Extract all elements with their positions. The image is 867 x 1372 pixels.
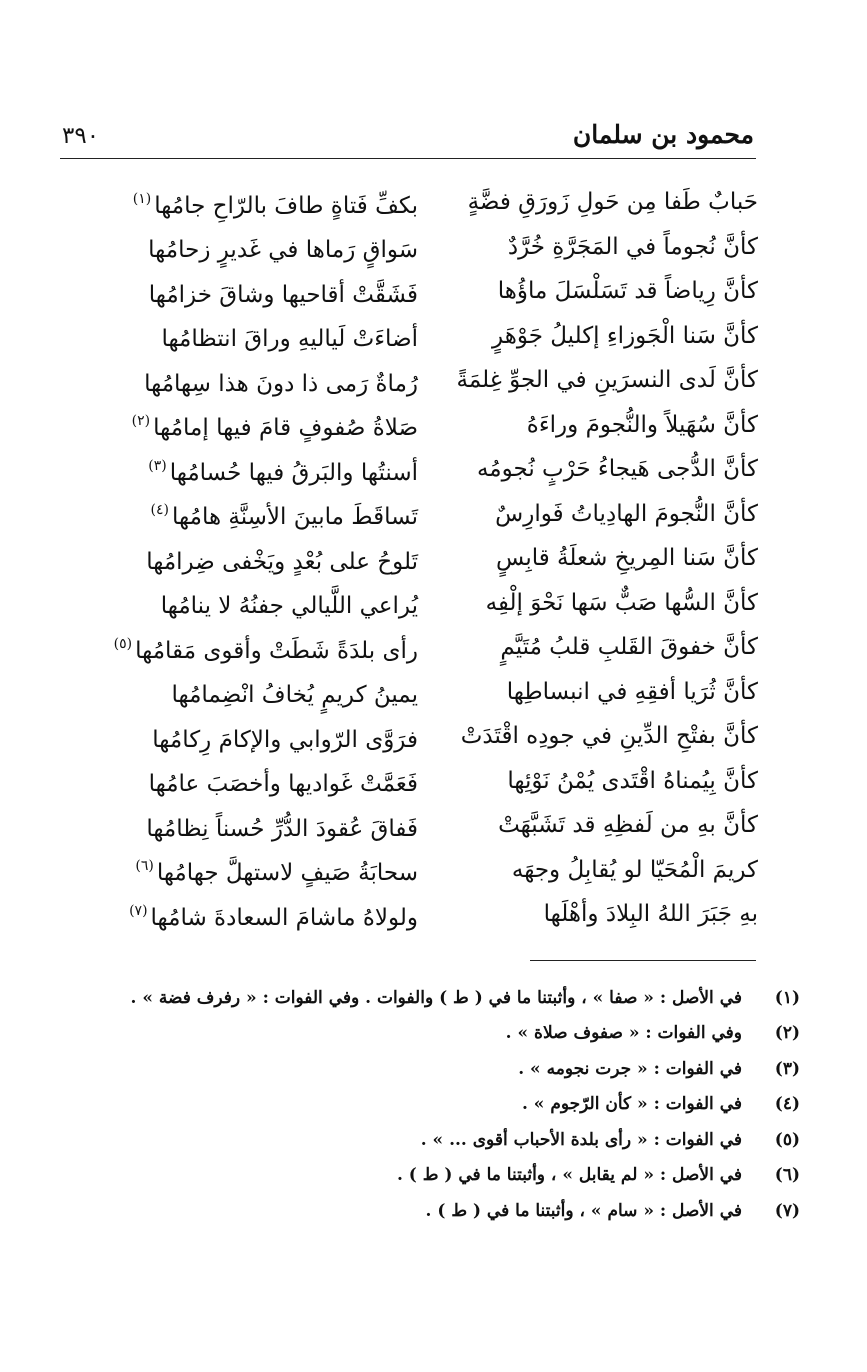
footnote-text: وفي الفوات : « صفوف صلاة » .	[505, 1023, 742, 1044]
footnote-text: في الفوات : « رأى بلدة الأحباب أقوى ... » .	[420, 1129, 742, 1150]
verse-4	[92, 314, 758, 359]
footnote-marker: (١)	[132, 190, 152, 207]
poem	[92, 180, 758, 937]
hemistich-text: أسنتُها والبَرقُ فيها حُسامُها	[169, 459, 418, 486]
verse-2	[92, 225, 758, 270]
first-hemistich: بهِ جَبَرَ اللهُ البِلادَ وأهْلَها	[543, 901, 758, 928]
verse-10	[92, 581, 758, 626]
running-title: محمود بن سلمان	[572, 120, 754, 149]
second-hemistich	[92, 317, 418, 354]
first-hemistich: كأنَّ الدُّجى هَيجاءُ حَرْبٍ نُجومُه	[476, 456, 758, 483]
second-hemistich	[92, 228, 418, 265]
first-hemistich: كأنَّ خفوقَ القَلبِ قلبُ مُتَيَّمٍ	[500, 634, 758, 661]
footnote-text: في الفوات : « جرت نجومه » .	[518, 1058, 742, 1079]
footnote-marker: (٥)	[113, 635, 133, 652]
footnote-number: (٧)	[774, 1200, 800, 1221]
footnote-text: في الأصل : « صفا » ، وأثبتنا ما في ( ط ) والفوات . وفي الفوات : « رفرف فضة » .	[130, 987, 742, 1008]
footnote-number: (١)	[774, 987, 800, 1008]
first-hemistich: حَبابٌ طَفا مِن حَولِ زَورَقِ فضَّةٍ	[467, 189, 758, 216]
page-number: ٣٩٠	[62, 123, 100, 149]
footnotes	[130, 980, 800, 1229]
footnote-marker: (٧)	[129, 902, 148, 919]
footnote-number: (٤)	[774, 1094, 800, 1115]
first-hemistich: كأنَّ بفتْحِ الدِّينِ في جودِه اقْتَدَتْ	[460, 723, 758, 750]
verse-12	[92, 670, 758, 715]
footnote-4	[160, 1087, 800, 1123]
footnote-7	[160, 1193, 800, 1229]
verse-5	[92, 358, 758, 403]
first-hemistich: كأنَّ بهِ من لَفظِهِ قد تَشَبَّهَتْ	[498, 812, 758, 839]
footnote-1	[130, 980, 800, 1016]
second-hemistich	[92, 540, 418, 577]
first-hemistich: كريمَ الْمُحَيّا لو يُقابِلُ وجهَه	[511, 856, 758, 883]
footnote-marker: (٢)	[131, 413, 151, 430]
verse-9	[92, 536, 758, 581]
hemistich-text: فَعَمَّتْ غَواديها وأخصَبَ عامُها	[148, 771, 418, 798]
second-hemistich	[92, 273, 418, 310]
second-hemistich	[92, 807, 418, 844]
second-hemistich	[92, 673, 418, 710]
hemistich-text: تَلوحُ على بُعْدٍ ويَخْفى ضِرامُها	[146, 548, 418, 575]
hemistich-text: يمينُ كريمٍ يُخافُ انْضِمامُها	[171, 682, 418, 709]
footnote-marker: (٣)	[148, 457, 167, 474]
footnote-marker: (٦)	[135, 858, 154, 875]
first-hemistich: كأنَّ السُّها صَبٌّ سَها نَحْوَ إلْفِه	[485, 589, 758, 616]
first-hemistich: كأنَّ لَدى النسرَينِ في الجوِّ غِلمَةً	[456, 367, 758, 394]
verse-14	[92, 759, 758, 804]
second-hemistich	[92, 718, 418, 755]
verse-13	[92, 714, 758, 759]
verse-15	[92, 803, 758, 848]
verse-6	[92, 403, 758, 448]
second-hemistich	[92, 584, 418, 621]
hemistich-text: صَلاةُ صُفوفٍ قامَ فيها إمامُها	[153, 415, 418, 442]
footnote-number: (٦)	[774, 1165, 800, 1186]
hemistich-text: سَواقٍ رَماها في غَديرٍ زحامُها	[148, 237, 418, 264]
first-hemistich: كأنَّ سُهَيلاً والنُّجومَ وراءَهُ	[526, 411, 758, 438]
hemistich-text: بكفِّ فَتاةٍ طافَ بالرّاحِ جامُها	[154, 192, 418, 219]
first-hemistich: كأنَّ سَنا المِريخِ شعلَةُ قابِسٍ	[496, 545, 758, 572]
hemistich-text: فَفاقَ عُقودَ الدُّرِّ حُسناً نِظامُها	[146, 815, 418, 842]
second-hemistich	[92, 451, 418, 488]
hemistich-text: ولولاهُ ماشامَ السعادةَ شامُها	[150, 904, 418, 931]
hemistich-text: يُراعي اللَّيالي جفنُهُ لا ينامُها	[160, 593, 418, 620]
footnote-6	[160, 1158, 800, 1194]
verse-11	[92, 625, 758, 670]
second-hemistich	[92, 851, 418, 888]
first-hemistich: كأنَّ بِيُمناهُ اقْتَدى يُمْنُ نَوْئِها	[507, 767, 758, 794]
footnote-text: في الفوات : « كأن الرّجوم » .	[521, 1094, 742, 1115]
first-hemistich: كأنَّ نُجوماً في المَجَرَّةِ خُرَّدٌ	[507, 233, 758, 260]
second-hemistich	[92, 629, 418, 666]
verse-3	[92, 269, 758, 314]
footnote-text: في الأصل : « لم يقابل » ، وأثبتنا ما في ( ط ) .	[396, 1165, 742, 1186]
verse-16	[92, 848, 758, 893]
footnote-number: (٣)	[774, 1058, 800, 1079]
page-header	[60, 118, 756, 159]
verse-1	[92, 180, 758, 225]
footnote-marker: (٤)	[150, 502, 170, 519]
hemistich-text: فرَوَّى الرّوابي والإكامَ رِكامُها	[152, 726, 418, 753]
verse-7	[92, 447, 758, 492]
second-hemistich	[92, 184, 418, 221]
second-hemistich	[92, 406, 418, 443]
first-hemistich: كأنَّ سَنا الْجَوزاءِ إكليلُ جَوْهَرٍ	[492, 322, 758, 349]
second-hemistich	[92, 495, 418, 532]
footnote-text: في الأصل : « سام » ، وأثبتنا ما في ( ط ) .	[425, 1200, 742, 1221]
hemistich-text: تَساقَطَ مابينَ الأسِنَّةِ هامُها	[172, 504, 418, 531]
verse-8	[92, 492, 758, 537]
footnote-divider	[530, 960, 756, 961]
second-hemistich	[92, 762, 418, 799]
verse-17	[92, 892, 758, 937]
first-hemistich: كأنَّ النُّجومَ الهادِياتُ فَوارِسٌ	[495, 500, 758, 527]
footnote-number: (٥)	[774, 1129, 800, 1150]
footnote-3	[160, 1051, 800, 1087]
footnote-number: (٢)	[774, 1023, 800, 1044]
hemistich-text: رأى بلدَةً شَطَتْ وأقوى مَقامُها	[135, 637, 418, 664]
footnote-2	[160, 1016, 800, 1052]
hemistich-text: فَشَقَّتْ أقاحيها وشاقَ خزامُها	[148, 281, 418, 308]
first-hemistich: كأنَّ رِياضاً قد تَسَلْسَلَ ماؤُها	[497, 278, 758, 305]
footnote-5	[160, 1122, 800, 1158]
second-hemistich	[92, 896, 418, 933]
first-hemistich: كأنَّ ثُرَيا أفقِهِ في انبساطِها	[506, 678, 758, 705]
hemistich-text: رُماةٌ رَمى ذا دونَ هذا سِهامُها	[144, 370, 418, 397]
hemistich-text: سحابَةُ صَيفٍ لاستهلَّ جهامُها	[156, 860, 418, 887]
hemistich-text: أضاءَتْ لَياليهِ وراقَ انتظامُها	[161, 326, 418, 353]
second-hemistich	[92, 362, 418, 399]
